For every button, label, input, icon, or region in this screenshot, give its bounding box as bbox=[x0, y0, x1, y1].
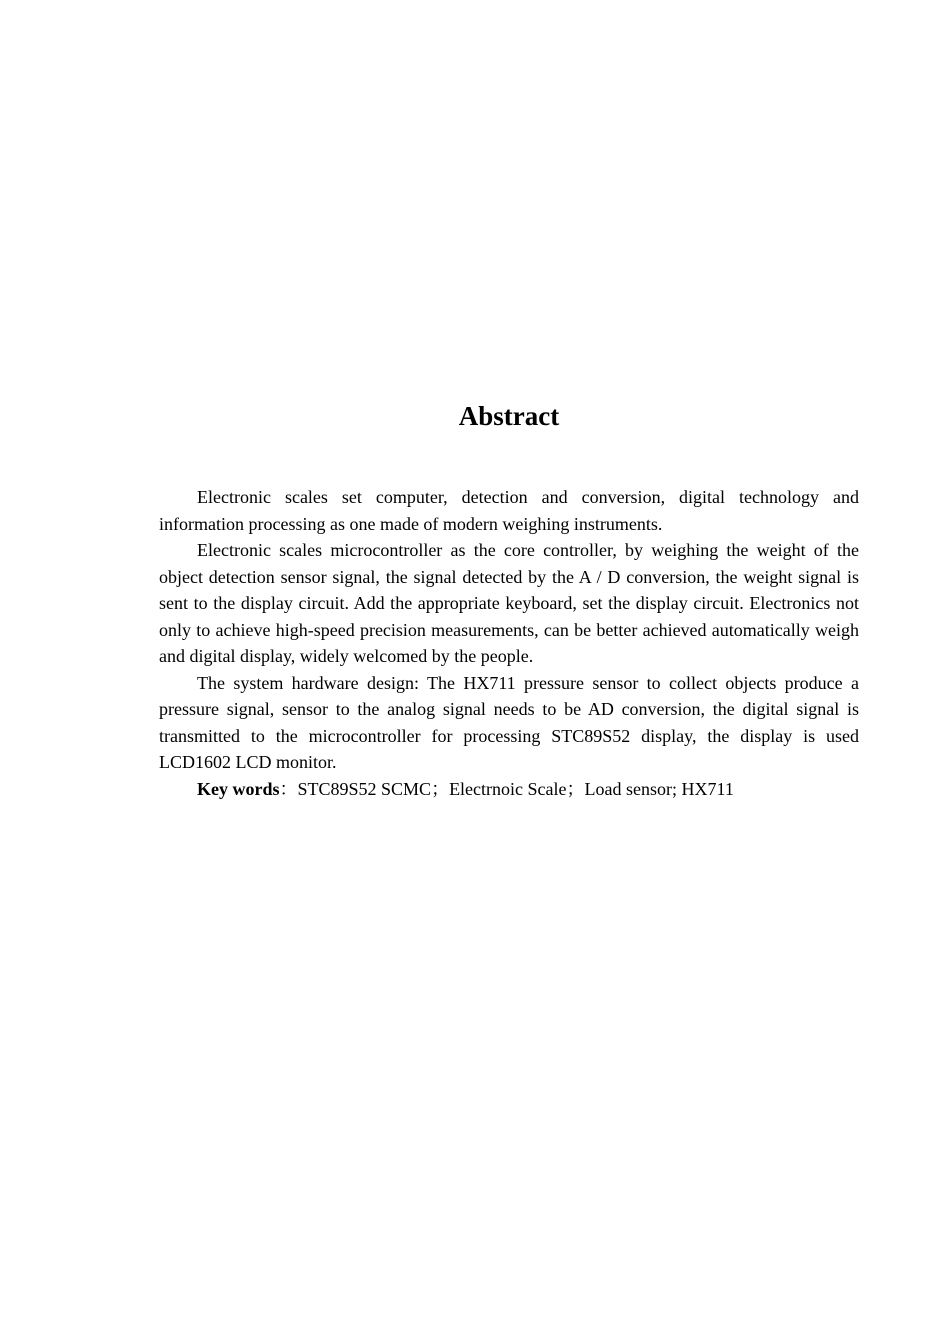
keywords-line bbox=[159, 776, 859, 803]
keywords-label-separator: ： bbox=[279, 778, 298, 799]
abstract-paragraph-2: Electronic scales microcontroller as the core controller, by weighing the weight of the object detection sensor signal, the signal detected by the A / D conversion, the weight signal is sent to the display circuit. Add the appropriate keyboard, set the display circuit. Electronics not only to achieve high-speed precision measurements, can be better achieved automatically weigh and digital display, widely welcomed by the people. bbox=[159, 540, 859, 666]
abstract-paragraph-3: The system hardware design: The HX711 pressure sensor to collect objects produce a pressure signal, sensor to the analog signal needs to be AD conversion, the digital signal is transmitted to the microcontroller for processing STC89S52 display, the display is used LCD1602 LCD monitor. bbox=[159, 672, 859, 772]
keywords-label: Key words bbox=[197, 778, 280, 799]
abstract-body bbox=[159, 484, 859, 802]
keyword-item: Load sensor; HX711 bbox=[584, 778, 734, 799]
keyword-separator: ； bbox=[431, 778, 450, 799]
abstract-paragraph-1: Electronic scales set computer, detection and conversion, digital technology and information processing as one made of modern weighing instruments. bbox=[159, 487, 859, 534]
keyword-item: Electrnoic Scale bbox=[449, 778, 567, 799]
keyword-item: STC89S52 SCMC bbox=[297, 778, 432, 799]
abstract-title: Abstract bbox=[458, 401, 560, 431]
keyword-separator: ； bbox=[566, 778, 585, 799]
